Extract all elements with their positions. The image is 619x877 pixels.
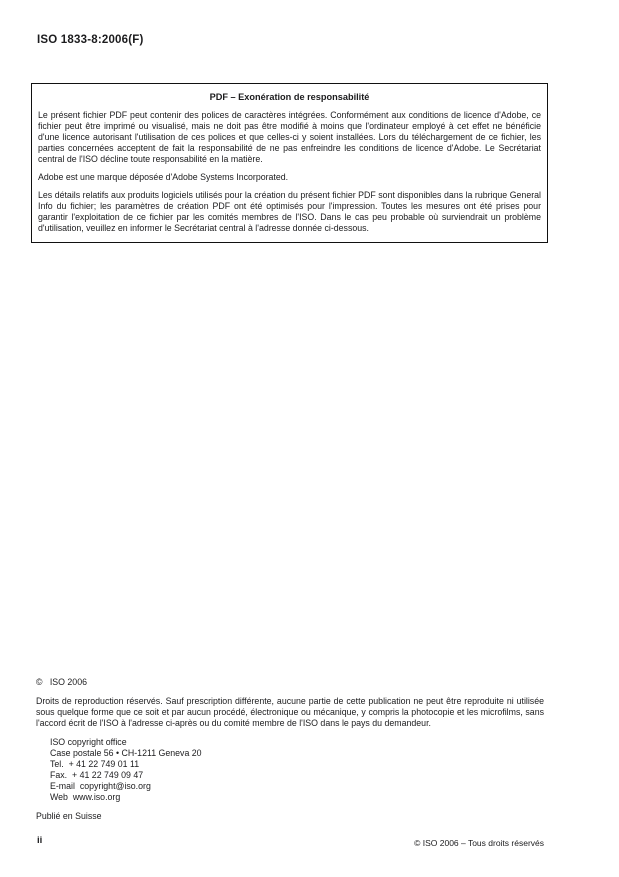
iso-address-block (50, 737, 544, 803)
address-tel: Tel. + 41 22 749 01 11 (50, 759, 140, 769)
published-in: Publié en Suisse (36, 811, 102, 821)
copyright-year: © ISO 2006 (36, 677, 87, 687)
disclaimer-paragraph-2: Adobe est une marque déposée d'Adobe Systems Incorporated. (38, 172, 289, 182)
disclaimer-title: PDF – Exonération de responsabilité (209, 92, 370, 102)
address-office: ISO copyright office (50, 737, 127, 747)
address-postal: Case postale 56 • CH-1211 Geneva 20 (50, 748, 202, 758)
footer-page-number: ii (37, 835, 43, 846)
footer-copyright-notice: © ISO 2006 – Tous droits réservés (414, 838, 544, 848)
address-web: Web www.iso.org (50, 792, 121, 802)
disclaimer-paragraph-1: Le présent fichier PDF peut contenir des polices de caractères intégrées. Conformément aux conditions de licence d'Adobe, ce fichier peut être imprimé ou visualisé, mais ne doit pas être modifié à moins que l'ordinateur employé à cet effet ne bénéficie d'une licence autorisant l'utilisation de ces polices et que celles-ci y soient installées. Lors du téléchargement de ce fichier, les parties concernées acceptent de fait la responsabilité de ne pas enfreindre les conditions de licence d'Adobe. Le Secrétariat central de l'ISO décline toute responsabilité en la matière. (38, 110, 541, 164)
address-email: E-mail copyright@iso.org (50, 781, 151, 791)
pdf-disclaimer-box (31, 83, 548, 243)
address-fax: Fax. + 41 22 749 09 47 (50, 770, 144, 780)
copyright-notice: Droits de reproduction réservés. Sauf prescription différente, aucune partie de cette publication ne peut être reproduite ni utilisée sous quelque forme que ce soit et par aucun procédé, électronique ou mécanique, y compris la photocopie et les microfilms, sans l'accord écrit de l'ISO à l'adresse ci-après ou du comité membre de l'ISO dans le pays du demandeur. (36, 696, 544, 728)
copyright-section (36, 677, 544, 830)
document-id-header: ISO 1833-8:2006(F) (37, 34, 144, 46)
disclaimer-paragraph-3: Les détails relatifs aux produits logiciels utilisés pour la création du présent fichier PDF sont disponibles dans la rubrique General Info du fichier; les paramètres de création PDF ont été optimisés pour l'impression. Toutes les mesures ont été prises pour garantir l'exploitation de ce fichier par les comités membres de l'ISO. Dans le cas peu probable où surviendrait un problème d'utilisation, veuillez en informer le Secrétariat central à l'adresse donnée ci-dessous. (38, 190, 541, 233)
